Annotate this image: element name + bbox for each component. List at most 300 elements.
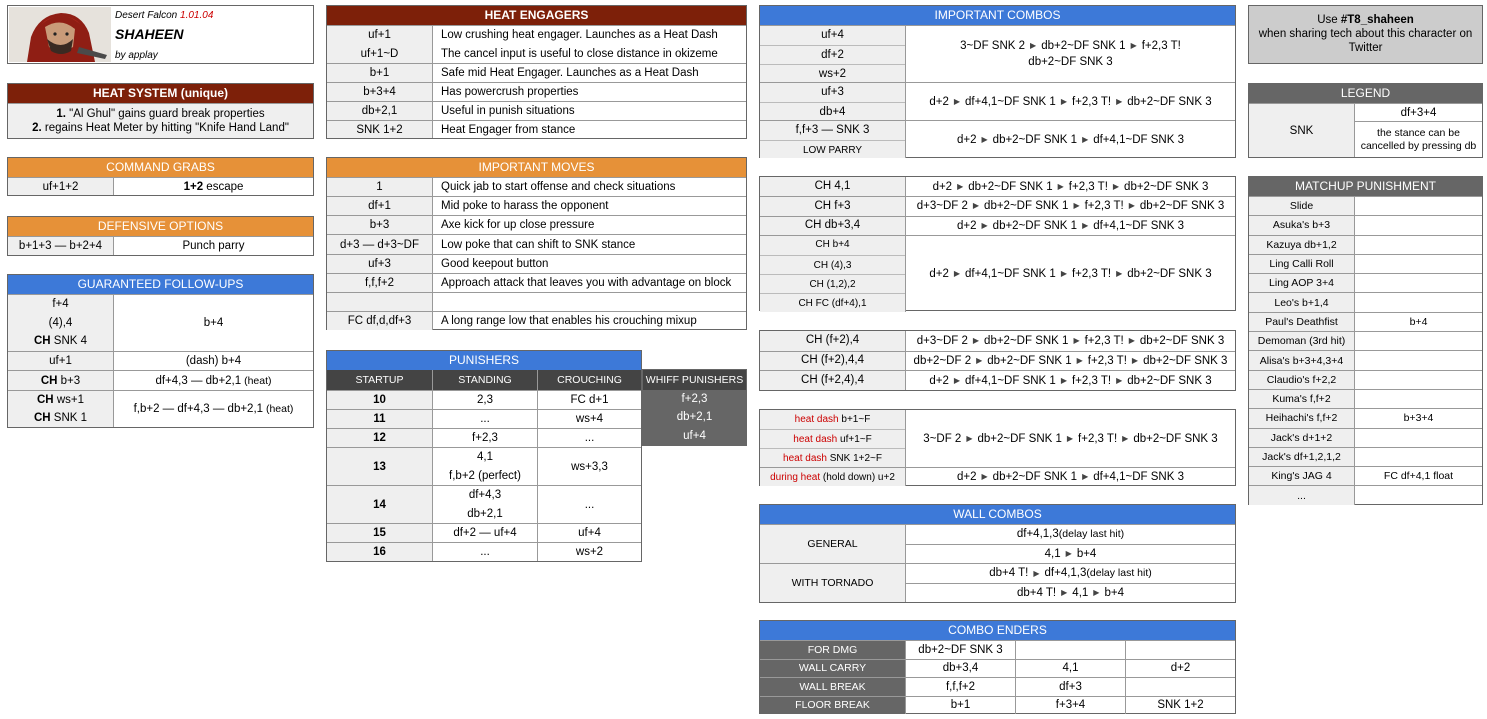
punish-standing: 2,3 xyxy=(432,391,537,409)
character-name: SHAHEEN xyxy=(115,26,184,42)
wall-general-label: GENERAL xyxy=(760,525,905,563)
ender-cell: db+3,4 xyxy=(905,660,1015,678)
matchup-punish: FC df+4,1 float xyxy=(1354,467,1482,485)
combo-step: df+4,1~DF SNK 1 xyxy=(965,95,1056,108)
combo-step: f+2,3 T! xyxy=(1071,95,1112,108)
heat-system-header: HEAT SYSTEM (unique) xyxy=(8,84,313,103)
arrow-icon: ▶ xyxy=(972,335,980,345)
combo-step: db+2~DF SNK 1 xyxy=(984,334,1069,347)
heat-tag: heat dash xyxy=(783,453,827,464)
arrow-icon: ▶ xyxy=(972,201,980,211)
arrow-icon: ▶ xyxy=(1073,201,1080,211)
wall-combos-panel xyxy=(759,504,1236,603)
combo-step: df+4,1~DF SNK 3 xyxy=(1093,471,1184,483)
combo-step: db+2~DF SNK 1 xyxy=(992,471,1078,483)
heat-engagers-header: HEAT ENGAGERS xyxy=(327,6,746,25)
arrow-icon: ▶ xyxy=(976,356,983,366)
arrow-icon: ▶ xyxy=(1030,41,1037,50)
combo-starter: CH 4,1 xyxy=(814,180,851,192)
combo-starter: ws+2 xyxy=(760,64,905,83)
combo-route xyxy=(909,333,1232,349)
grab-input: uf+1+2 xyxy=(8,178,113,195)
matchup-punish xyxy=(1354,197,1482,215)
important-combos-panel xyxy=(759,5,1236,158)
wall-tornado-label: WITH TORNADO xyxy=(760,564,905,602)
legend-panel xyxy=(1248,83,1483,158)
author-label: by applay xyxy=(115,50,158,61)
arrow-icon: ▶ xyxy=(1116,375,1123,385)
combo-step: db+2~DF SNK 3 xyxy=(1127,374,1212,387)
important-moves-header: IMPORTANT MOVES xyxy=(327,158,746,177)
ender-cell xyxy=(1125,678,1235,696)
matchup-punish xyxy=(1354,293,1482,311)
ender-cell: df+3 xyxy=(1015,678,1125,696)
combo-step: 4,1 xyxy=(1072,586,1089,599)
engager-input: b+3+4 xyxy=(327,83,432,101)
combo-note: (delay last hit) xyxy=(1058,528,1125,541)
matchup-move: Jack's df+1,2,1,2 xyxy=(1249,448,1354,466)
engager-input: uf+1 uf+1~D xyxy=(327,26,432,63)
ender-cell: d+2 xyxy=(1125,660,1235,678)
combo-starter: uf+4 xyxy=(821,28,844,41)
punish-startup: 15 xyxy=(327,524,432,542)
character-portrait xyxy=(9,7,111,62)
arrow-icon: ▶ xyxy=(1060,268,1067,278)
punish-startup: 14 xyxy=(327,486,432,523)
combo-route xyxy=(906,544,1235,564)
matchup-move: Alisa's b+3+4,3+4 xyxy=(1249,351,1354,369)
ender-cell: b+1 xyxy=(905,697,1015,715)
engager-desc: Has powercrush properties xyxy=(432,83,746,101)
punish-crouching: uf+4 xyxy=(537,524,641,542)
whiff-item: db+2,1 xyxy=(643,408,746,427)
combo-step: db+2~DF SNK 3 xyxy=(1139,200,1225,213)
important-moves-panel xyxy=(326,157,747,330)
combo-step: d+2 xyxy=(957,133,977,146)
combo-step: d+2 xyxy=(929,374,949,387)
combo-step: df+4,1~DF SNK 3 xyxy=(1093,133,1184,146)
combo-route xyxy=(909,54,1232,70)
matchup-move: Paul's Deathfist xyxy=(1249,313,1354,331)
matchup-punish xyxy=(1354,274,1482,292)
heat-combos-panel xyxy=(759,409,1236,486)
combo-step: db+2~DF SNK 1 xyxy=(968,180,1053,193)
combo-route xyxy=(909,94,1232,110)
matchup-move: Kuma's f,f+2 xyxy=(1249,390,1354,408)
character-card xyxy=(7,5,314,64)
matchup-move: ... xyxy=(1249,486,1354,504)
combo-route xyxy=(909,431,1232,447)
move-desc: Approach attack that leaves you with advantage on block xyxy=(432,274,746,292)
arrow-icon: ▶ xyxy=(1093,588,1100,598)
matchup-punish xyxy=(1354,429,1482,447)
command-grabs-header: COMMAND GRABS xyxy=(8,158,313,177)
combo-step: f+2,3 T! xyxy=(1141,40,1181,52)
version-label: 1.01.04 xyxy=(180,10,214,21)
matchup-move: Heihachi's f,f+2 xyxy=(1249,409,1354,427)
combo-step: db+4 T! xyxy=(989,567,1029,580)
punish-startup: 16 xyxy=(327,543,432,561)
combo-starter: CH (1,2),2 xyxy=(760,274,905,293)
matchup-move: Leo's b+1,4 xyxy=(1249,293,1354,311)
move-input: uf+3 xyxy=(327,255,432,273)
engager-desc: Safe mid Heat Engager. Launches as a Heat Dash xyxy=(432,64,746,82)
combo-step: b+4 xyxy=(1076,547,1097,560)
followup-result: df+4,3 — db+2,1 (heat) xyxy=(113,371,313,390)
wall-combos-header: WALL COMBOS xyxy=(760,505,1235,524)
ender-cell: f+3+4 xyxy=(1015,697,1125,715)
heat-tag: during heat xyxy=(770,471,821,483)
combo-step: df+4,1~DF SNK 3 xyxy=(1093,219,1184,232)
punish-standing: ... xyxy=(432,543,537,561)
combo-step: d+3~DF 2 xyxy=(916,200,968,213)
punish-standing: ... xyxy=(432,410,537,428)
combo-enders-panel xyxy=(759,620,1236,714)
engager-desc: Useful in punish situations xyxy=(432,102,746,120)
ender-cell: SNK 1+2 xyxy=(1125,697,1235,715)
punish-startup: 10 xyxy=(327,391,432,409)
punish-startup: 11 xyxy=(327,410,432,428)
combo-step: db+2~DF SNK 1 xyxy=(992,133,1078,146)
punish-crouching: FC d+1 xyxy=(537,391,641,409)
combo-step: db+2~DF SNK 3 xyxy=(1143,355,1228,368)
combo-step: db+2~DF SNK 3 xyxy=(1028,56,1113,68)
combo-step: f+2,3 T! xyxy=(1084,334,1124,347)
col-crouching: CROUCHING xyxy=(537,370,641,390)
arrow-icon: ▶ xyxy=(1082,134,1089,144)
punish-standing: df+2 — uf+4 xyxy=(432,524,537,542)
move-desc: A long range low that enables his crouching mixup xyxy=(432,312,746,330)
combo-step: f+2,3 T! xyxy=(1071,267,1112,280)
combo-route xyxy=(906,525,1235,544)
combo-step: db+2~DF SNK 1 xyxy=(987,355,1072,368)
combo-route xyxy=(909,132,1232,148)
matchup-move: Jack's d+1+2 xyxy=(1249,429,1354,447)
combo-starter: LOW PARRY xyxy=(760,140,905,159)
combo-step: b+4 xyxy=(1104,586,1124,599)
combo-step: db+2~DF SNK 1 xyxy=(992,219,1078,232)
engager-desc: Low crushing heat engager. Launches as a Heat Dash The cancel input is useful to close distance in okizeme xyxy=(432,26,746,63)
matchup-punish: b+4 xyxy=(1354,313,1482,331)
engager-input: b+1 xyxy=(327,64,432,82)
followups-panel xyxy=(7,274,314,428)
combo-starter: CH b+4 xyxy=(815,239,850,251)
combo-starter: CH FC (df+4),1 xyxy=(760,293,905,312)
ender-label: FOR DMG xyxy=(760,641,905,659)
ender-label: FLOOR BREAK xyxy=(760,697,905,715)
parry-desc: Punch parry xyxy=(113,237,313,255)
combo-route xyxy=(909,266,1232,282)
matchup-punish xyxy=(1354,371,1482,389)
arrow-icon: ▶ xyxy=(981,472,988,481)
matchup-move: Kazuya db+1,2 xyxy=(1249,236,1354,254)
punish-standing: df+4,3 db+2,1 xyxy=(432,486,537,523)
matchup-punish: b+3+4 xyxy=(1354,409,1482,427)
arrow-icon: ▶ xyxy=(1082,472,1089,481)
whiff-item: f+2,3 xyxy=(643,390,746,408)
combo-cell xyxy=(905,331,1235,351)
combo-step: db+2~DF 2 xyxy=(913,355,972,368)
combo-step: d+3~DF 2 xyxy=(916,334,968,347)
punish-startup: 13 xyxy=(327,448,432,485)
combo-route xyxy=(906,564,1235,583)
combo-route xyxy=(909,179,1232,195)
combo-step: df+4,1,3 xyxy=(1044,567,1087,580)
arrow-icon: ▶ xyxy=(953,268,961,278)
combo-route xyxy=(909,353,1232,369)
share-text-pre: Use xyxy=(1317,14,1341,26)
important-combos-header: IMPORTANT COMBOS xyxy=(760,6,1235,25)
combo-step: db+2~DF SNK 3 xyxy=(1139,334,1225,347)
arrow-icon: ▶ xyxy=(1128,335,1135,345)
engager-desc: Heat Engager from stance xyxy=(432,121,746,138)
punish-standing: 4,1 f,b+2 (perfect) xyxy=(432,448,537,485)
combo-note: (delay last hit) xyxy=(1086,567,1152,580)
arrow-icon: ▶ xyxy=(1131,356,1139,366)
matchup-move: Ling Calli Roll xyxy=(1249,255,1354,273)
combo-step: db+2~DF SNK 3 xyxy=(1127,267,1212,280)
arrow-icon: ▶ xyxy=(1082,220,1089,230)
move-desc xyxy=(432,293,746,311)
ender-label: WALL CARRY xyxy=(760,660,905,678)
defensive-options-header: DEFENSIVE OPTIONS xyxy=(8,217,313,236)
matchup-move: Slide xyxy=(1249,197,1354,215)
whiff-header: WHIFF PUNISHERS xyxy=(643,370,746,390)
move-input: f,f,f+2 xyxy=(327,274,432,292)
arrow-icon: ▶ xyxy=(1057,181,1064,191)
combo-starter: df+2 xyxy=(760,45,905,64)
combo-cell xyxy=(905,352,1235,371)
arrow-icon: ▶ xyxy=(953,375,961,385)
combo-starter: heat dash uf+1~F xyxy=(760,429,905,448)
combo-starter: CH db+3,4 xyxy=(804,219,861,232)
ender-cell: db+2~DF SNK 3 xyxy=(905,641,1015,659)
matchup-move: Demoman (3rd hit) xyxy=(1249,332,1354,350)
combo-cell xyxy=(905,83,1235,120)
arrow-icon: ▶ xyxy=(1073,335,1080,345)
move-input: FC df,d,df+3 xyxy=(327,312,432,330)
punishers-header: PUNISHERS xyxy=(327,351,641,370)
ender-label: WALL BREAK xyxy=(760,678,905,696)
combo-cell xyxy=(905,26,1235,82)
share-hashtag: #T8_shaheen xyxy=(1340,14,1414,26)
combo-route xyxy=(909,218,1232,234)
matchup-punish xyxy=(1354,236,1482,254)
arrow-icon: ▶ xyxy=(1112,181,1120,191)
combo-step: df+4,1~DF SNK 1 xyxy=(965,267,1056,280)
whiff-item: uf+4 xyxy=(643,427,746,445)
defensive-options-panel xyxy=(7,216,314,256)
followup-result: (dash) b+4 xyxy=(113,352,313,370)
followup-starter: uf+1 xyxy=(8,352,113,370)
combo-cell xyxy=(905,371,1235,390)
combo-starter: CH (f+2),4,4 xyxy=(801,354,864,367)
arrow-icon: ▶ xyxy=(1066,433,1074,443)
combo-starter: CH f+3 xyxy=(814,199,851,212)
matchup-punish xyxy=(1354,390,1482,408)
combo-step: df+4,1~DF SNK 1 xyxy=(965,374,1056,387)
combo-cell xyxy=(905,236,1235,312)
followup-result: f,b+2 — df+4,3 — db+2,1 (heat) xyxy=(113,391,313,427)
heat-system-item-1: 1. "Al Ghul" gains guard break properties xyxy=(56,108,265,120)
combo-step: 4,1 xyxy=(1044,547,1061,560)
punish-crouching: ... xyxy=(537,486,641,523)
heat-tag: heat dash xyxy=(794,414,839,425)
heat-system-item-2: 2. regains Heat Meter by hitting "Knife Hand Land" xyxy=(32,122,289,134)
combo-step: d+2 xyxy=(932,180,953,193)
move-input: df+1 xyxy=(327,197,432,215)
combo-route xyxy=(909,373,1232,389)
arrow-icon: ▶ xyxy=(1128,201,1135,211)
matchup-header: MATCHUP PUNISHMENT xyxy=(1249,177,1482,196)
combo-cell xyxy=(905,410,1235,467)
combo-step: f+2,3 T! xyxy=(1084,200,1124,213)
combo-starter: uf+3 xyxy=(821,85,844,98)
matchup-punish xyxy=(1354,216,1482,234)
combo-step: db+2~DF SNK 1 xyxy=(1041,40,1126,52)
followups-header: GUARANTEED FOLLOW-UPS xyxy=(8,275,313,294)
matchup-move: King's JAG 4 xyxy=(1249,467,1354,485)
move-desc: Axe kick for up close pressure xyxy=(432,216,746,234)
followup-starter: CH b+3 xyxy=(8,371,113,390)
punish-crouching: ... xyxy=(537,429,641,447)
combo-cell xyxy=(905,121,1235,158)
move-desc: Low poke that can shift to SNK stance xyxy=(432,235,746,254)
share-panel xyxy=(1248,5,1483,64)
counter-hit-combos-panel xyxy=(759,176,1236,311)
move-input xyxy=(327,293,432,311)
matchup-move: Claudio's f+2,2 xyxy=(1249,371,1354,389)
arrow-icon: ▶ xyxy=(953,96,961,106)
combo-step: 3~DF SNK 2 xyxy=(960,40,1026,52)
heat-tag: heat dash xyxy=(793,434,838,445)
matchup-punish xyxy=(1354,255,1482,273)
engager-input: db+2,1 xyxy=(327,102,432,120)
followup-starter: f+4 (4),4 CH SNK 4 xyxy=(8,295,113,351)
combo-starter: heat dash b+1~F xyxy=(794,414,871,425)
arrow-icon: ▶ xyxy=(966,433,973,443)
combo-step: d+2 xyxy=(929,267,949,280)
punish-startup: 12 xyxy=(327,429,432,447)
followup-starter: CH ws+1 CH SNK 1 xyxy=(8,391,113,427)
move-desc: Quick jab to start offense and check situations xyxy=(432,178,746,196)
move-input: b+3 xyxy=(327,216,432,234)
move-desc: Good keepout button xyxy=(432,255,746,273)
arrow-icon: ▶ xyxy=(1116,96,1123,106)
combo-enders-header: COMBO ENDERS xyxy=(760,621,1235,640)
combo-step: db+4 T! xyxy=(1017,586,1057,599)
ender-cell: 4,1 xyxy=(1015,660,1125,678)
combo-starter: CH (4),3 xyxy=(760,255,905,274)
combo-step: f+2,3 T! xyxy=(1078,432,1118,445)
combo-step: db+2~DF SNK 1 xyxy=(984,200,1069,213)
ender-cell xyxy=(1015,641,1125,659)
matchup-punish xyxy=(1354,332,1482,350)
parry-input: b+1+3 — b+2+4 xyxy=(8,237,113,255)
legend-key: SNK xyxy=(1249,104,1354,157)
combo-step: f+2,3 T! xyxy=(1071,374,1112,387)
heat-system-panel xyxy=(7,83,314,139)
matchup-punish xyxy=(1354,351,1482,369)
combo-starter: db+4 xyxy=(760,102,905,121)
arrow-icon: ▶ xyxy=(981,220,988,230)
combo-starter: f,f+3 — SNK 3 xyxy=(795,123,870,136)
arrow-icon: ▶ xyxy=(957,181,964,191)
combo-cell xyxy=(905,197,1235,215)
combo-step: 3~DF 2 xyxy=(923,432,962,445)
combo-route xyxy=(909,198,1232,214)
combo-step: d+2 xyxy=(957,471,977,483)
grab-escape: 1+2 escape xyxy=(113,178,313,195)
col-startup: STARTUP xyxy=(327,370,432,390)
paren-combos-panel xyxy=(759,330,1236,391)
followup-result: b+4 xyxy=(113,295,313,351)
punish-crouching: ws+2 xyxy=(537,543,641,561)
punish-crouching: ws+4 xyxy=(537,410,641,428)
matchup-panel xyxy=(1248,176,1483,505)
combo-starter: during heat (hold down) u+2 xyxy=(770,471,895,483)
combo-step: df+4,1,3 xyxy=(1016,528,1059,541)
combo-starter: CH (f+2,4),4 xyxy=(801,373,864,386)
combo-route xyxy=(909,38,1232,54)
ender-cell xyxy=(1125,641,1235,659)
combo-step: db+2~DF SNK 3 xyxy=(1127,95,1212,108)
arrow-icon: ▶ xyxy=(1122,433,1129,443)
share-text: when sharing tech about this character on Twitter xyxy=(1258,28,1473,54)
arrow-icon: ▶ xyxy=(1116,268,1123,278)
arrow-icon: ▶ xyxy=(981,134,988,144)
combo-step: db+2~DF SNK 3 xyxy=(1124,180,1209,193)
move-desc: Mid poke to harass the opponent xyxy=(432,197,746,215)
arrow-icon: ▶ xyxy=(1061,588,1068,598)
punish-crouching: ws+3,3 xyxy=(537,448,641,485)
combo-cell xyxy=(905,177,1235,196)
move-input: 1 xyxy=(327,178,432,196)
ender-cell: f,f,f+2 xyxy=(905,678,1015,696)
arrow-icon: ▶ xyxy=(1060,96,1067,106)
combo-step: f+2,3 T! xyxy=(1087,355,1127,368)
combo-step: d+2 xyxy=(929,95,949,108)
col-standing: STANDING xyxy=(432,370,537,390)
game-label: Desert Falcon xyxy=(115,10,178,21)
matchup-punish xyxy=(1354,448,1482,466)
legend-input: df+3+4 xyxy=(1355,104,1482,122)
matchup-punish xyxy=(1354,486,1482,504)
command-grabs-panel xyxy=(7,157,314,196)
heat-engagers-panel xyxy=(326,5,747,139)
combo-step: f+2,3 T! xyxy=(1068,180,1108,193)
matchup-move: Ling AOP 3+4 xyxy=(1249,274,1354,292)
combo-route xyxy=(906,583,1235,603)
combo-starter: CH (f+2),4 xyxy=(805,334,860,346)
arrow-icon: ▶ xyxy=(1076,356,1083,366)
arrow-icon: ▶ xyxy=(1130,41,1137,50)
matchup-move: Asuka's b+3 xyxy=(1249,216,1354,234)
combo-starter: heat dash SNK 1+2~F xyxy=(760,448,905,467)
combo-cell xyxy=(905,217,1235,235)
combo-route xyxy=(909,469,1232,485)
arrow-icon: ▶ xyxy=(1060,375,1067,385)
arrow-icon: ▶ xyxy=(1033,568,1040,578)
legend-header: LEGEND xyxy=(1249,84,1482,103)
combo-step: db+2~DF SNK 1 xyxy=(977,432,1062,445)
punish-standing: f+2,3 xyxy=(432,429,537,447)
combo-cell xyxy=(905,468,1235,486)
combo-step: d+2 xyxy=(957,219,977,232)
arrow-icon: ▶ xyxy=(1065,549,1072,559)
combo-step: db+2~DF SNK 3 xyxy=(1133,432,1218,445)
punishers-panel xyxy=(326,350,642,562)
